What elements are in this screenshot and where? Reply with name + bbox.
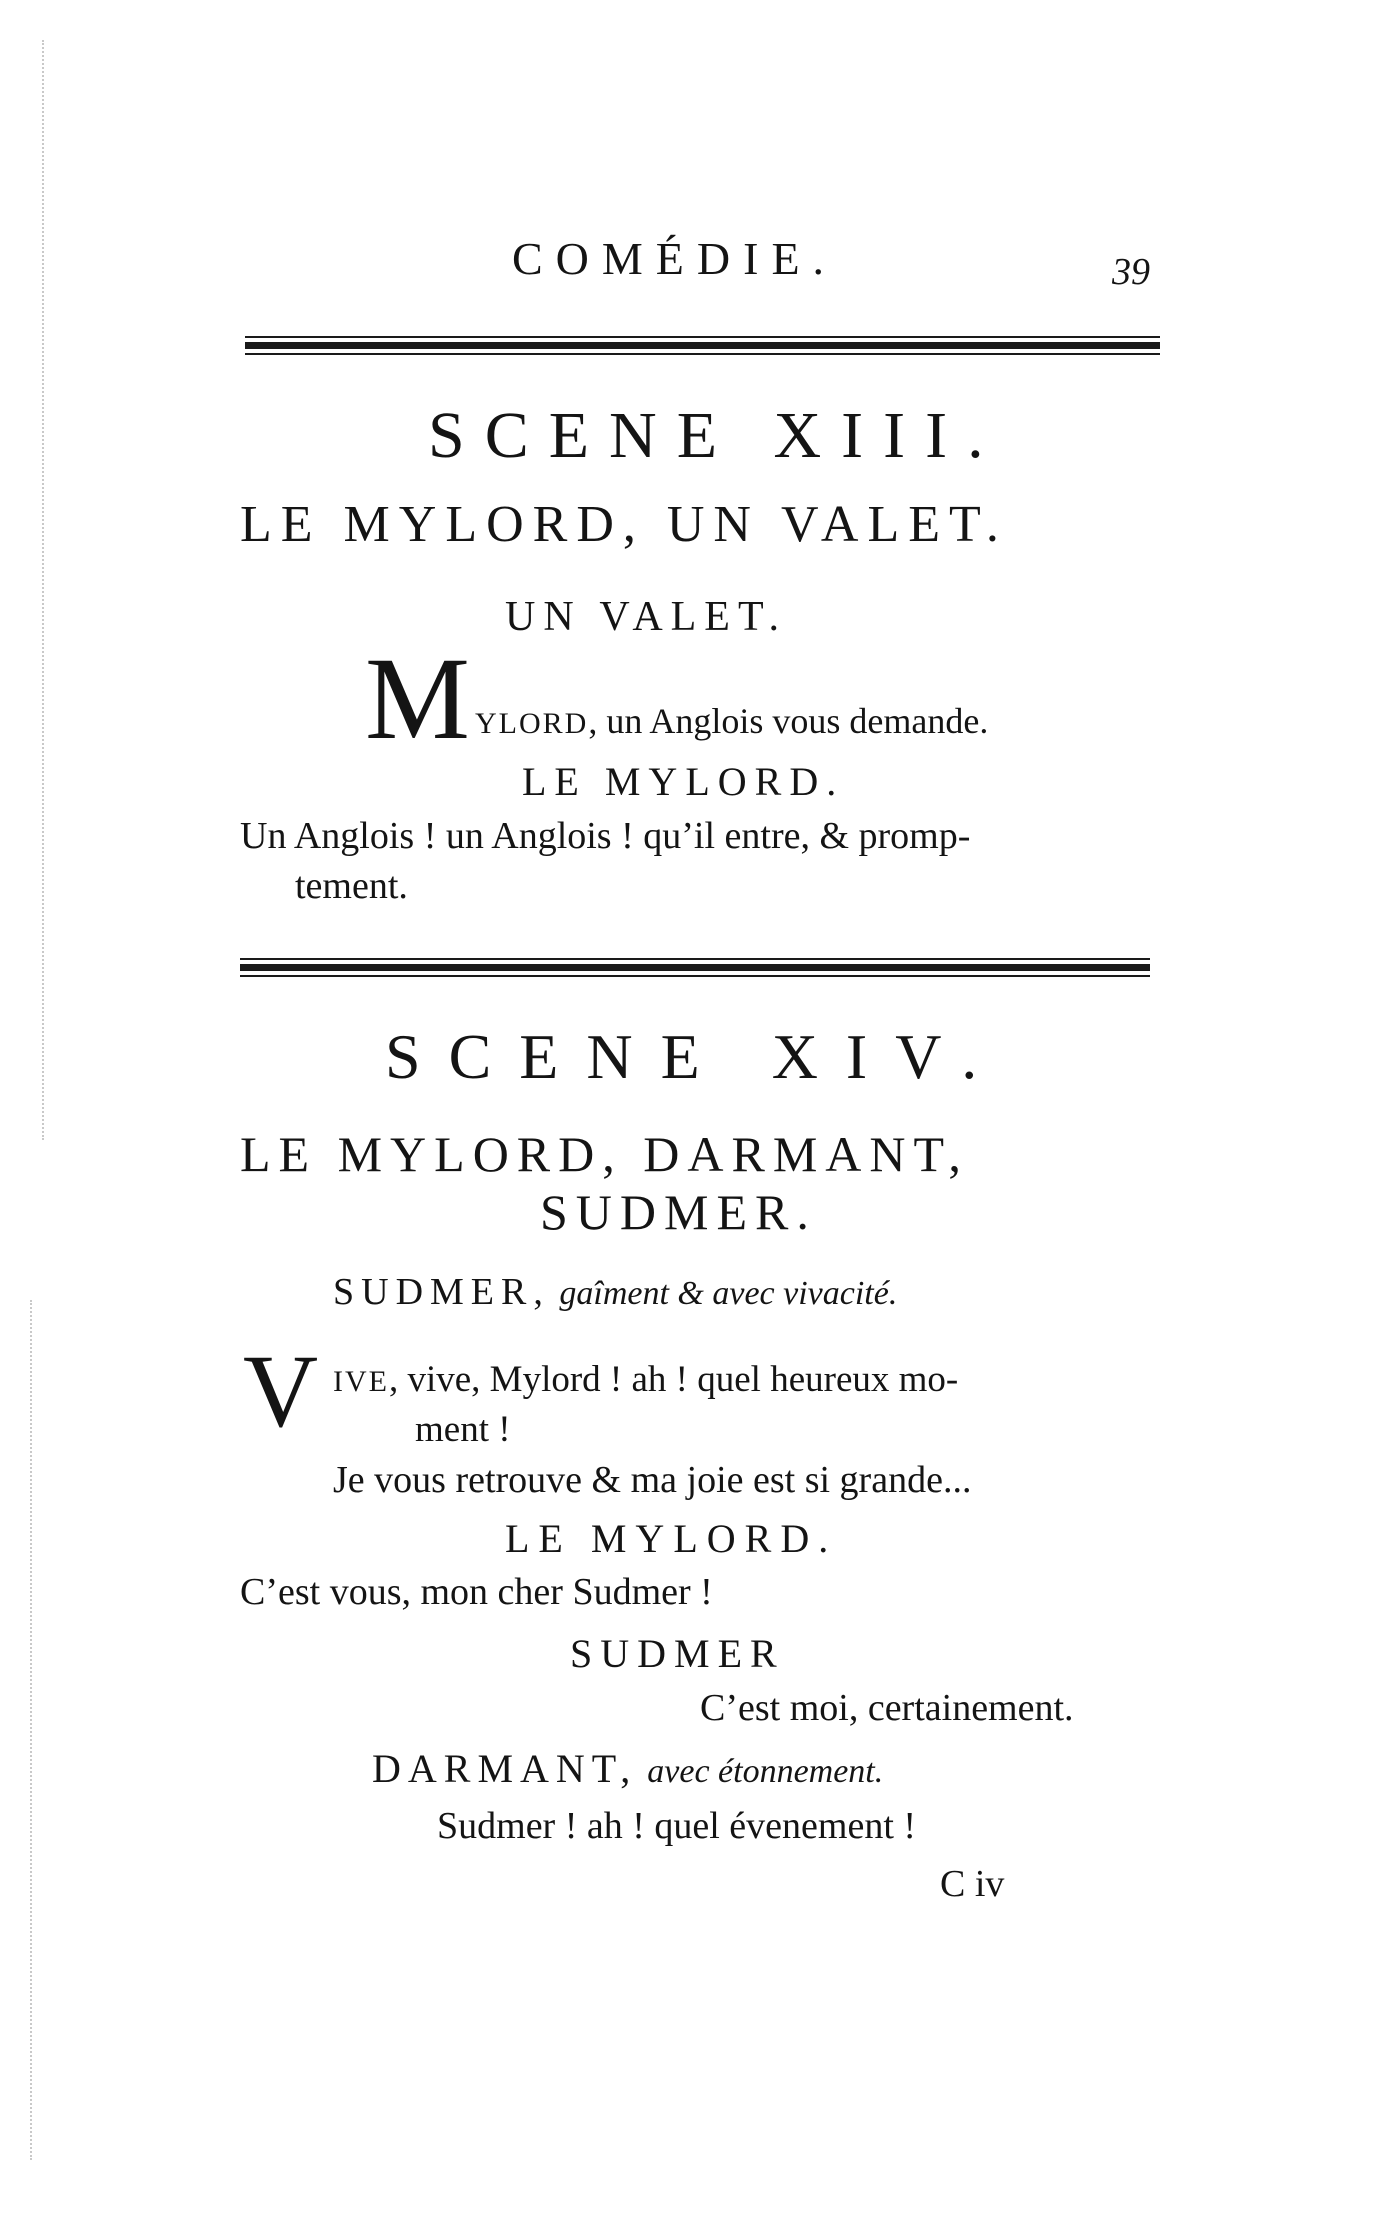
- stage-direction-etonnement: avec étonnement.: [647, 1753, 884, 1790]
- scene-14-line-1b: ment !: [415, 1409, 511, 1450]
- scene-13-line-1: [475, 700, 988, 742]
- scene-13-drop-cap: M: [365, 633, 470, 764]
- scene-14-line-1-text: , vive, Mylord ! ah ! quel heureux mo-: [388, 1359, 959, 1400]
- scene-13-speaker-valet: UN VALET.: [505, 594, 787, 640]
- running-title: COMÉDIE.: [512, 233, 838, 284]
- scene-14-drop-cap: V: [243, 1334, 319, 1449]
- speaker-sudmer-name: SUDMER,: [333, 1271, 550, 1313]
- scene-14-line-3: C’est vous, mon cher Sudmer !: [240, 1571, 713, 1613]
- scene-14-speaker-mylord: LE MYLORD.: [505, 1516, 838, 1561]
- small-caps-mylord: YLORD: [475, 707, 589, 740]
- stage-direction-gaiment: gaîment & avec vivacité.: [559, 1275, 898, 1312]
- scene-14-title: SCENE XIV.: [385, 1021, 1006, 1092]
- scene-13-speaker-mylord: LE MYLORD.: [522, 759, 845, 804]
- scene-13-line-2b: tement.: [295, 865, 408, 907]
- scene-14-line-2: Je vous retrouve & ma joie est si grande...: [333, 1459, 972, 1501]
- scene-14-line-5: Sudmer ! ah ! quel évenement !: [437, 1805, 917, 1847]
- scene-14-speaker-darmant: [372, 1745, 883, 1792]
- page-number: 39: [1112, 251, 1150, 293]
- printer-signature: C iv: [940, 1863, 1005, 1905]
- scene-13-characters: LE MYLORD, UN VALET.: [240, 496, 1008, 553]
- header-rule: [245, 336, 1160, 355]
- scene-13-title: SCENE XIII.: [428, 399, 1004, 472]
- scene-14-characters-line-2: SUDMER.: [540, 1184, 817, 1240]
- scene-14-line-4: C’est moi, certainement.: [700, 1687, 1074, 1729]
- margin-speckle-lower: [30, 1300, 34, 2160]
- scene-divider-rule: [240, 958, 1150, 977]
- margin-speckle: [42, 40, 46, 1140]
- speaker-darmant-name: DARMANT,: [372, 1746, 638, 1791]
- scene-14-speaker-sudmer-2: SUDMER: [570, 1631, 785, 1676]
- small-caps-vive: IVE: [333, 1365, 389, 1398]
- scene-14-speaker-sudmer: [333, 1270, 897, 1314]
- scene-14-line-1: [333, 1358, 958, 1401]
- scene-14-characters-line-1: LE MYLORD, DARMANT,: [240, 1126, 969, 1182]
- scene-13-line-2a: Un Anglois ! un Anglois ! qu’il entre, & promp-: [240, 815, 971, 857]
- scene-13-line-1-text: , un Anglois vous demande.: [588, 701, 989, 741]
